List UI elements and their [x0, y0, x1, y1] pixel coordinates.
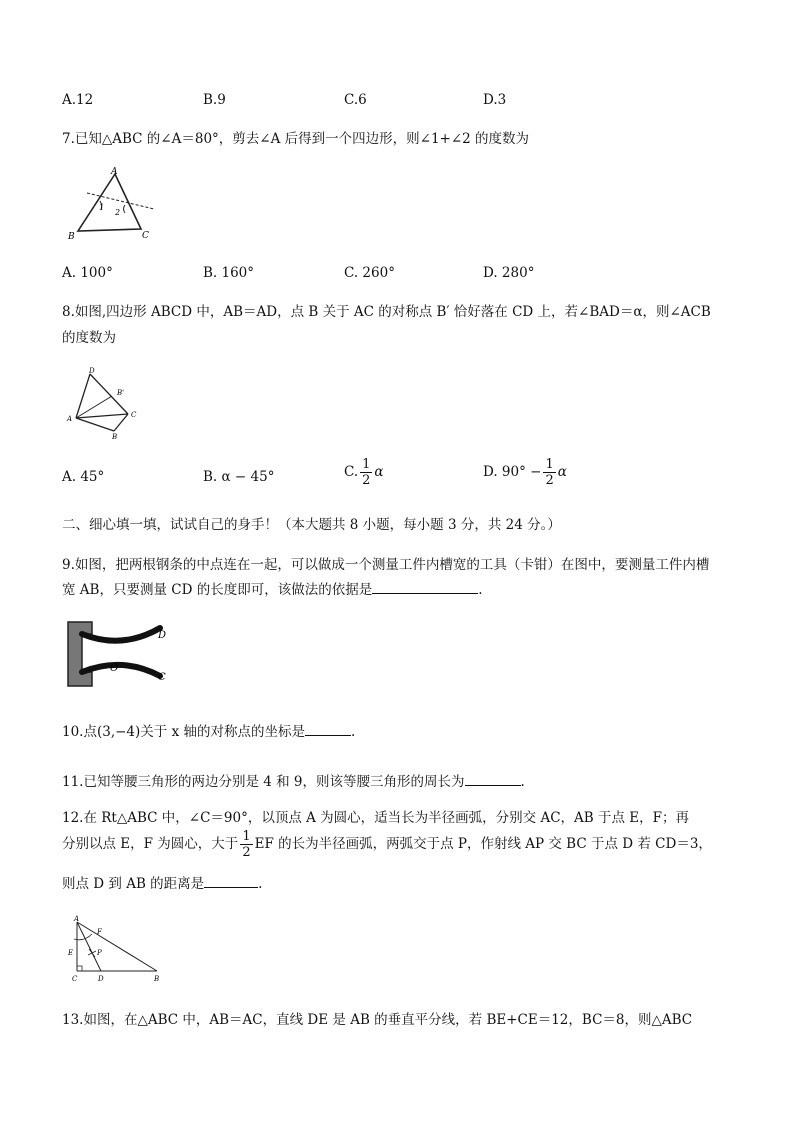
- q10-text: 10.点(3,−4)关于 x 轴的对称点的坐标是: [62, 724, 305, 740]
- q6-option-a[interactable]: A.12: [62, 92, 94, 108]
- q8-quadrilateral-figure: [62, 364, 152, 444]
- q8-label-b: B: [112, 433, 118, 441]
- q9-end: .: [478, 582, 483, 598]
- q6-option-c[interactable]: C.6: [344, 92, 367, 108]
- q9-label-o: O: [110, 663, 119, 674]
- q12-frac-den: 2: [242, 845, 251, 860]
- q8-label-d: D: [89, 367, 95, 375]
- q8-option-a[interactable]: A. 45°: [62, 469, 105, 485]
- q9-line2-text: 宽 AB，只要测量 CD 的长度即可，该做法的依据是: [62, 582, 373, 598]
- q6-option-b[interactable]: B.9: [203, 92, 226, 108]
- q10-end: .: [350, 724, 356, 740]
- q11-text: 11.已知等腰三角形的两边分别是 4 和 9，则该等腰三角形的周长为: [62, 774, 465, 790]
- q8-option-d-den: 2: [545, 473, 554, 488]
- q7-label-a: A: [111, 167, 118, 177]
- q9-answer-blank[interactable]: [372, 592, 478, 594]
- q8-option-d-suffix: α: [557, 464, 567, 480]
- q12-fraction: [240, 830, 252, 859]
- q7-option-c[interactable]: C. 260°: [344, 265, 395, 281]
- q9-label-d: D: [158, 630, 167, 641]
- q12-line3: [62, 874, 262, 894]
- q8-option-d-fraction: [543, 458, 555, 487]
- q10-line: [62, 722, 355, 742]
- q12-label-f: F: [97, 928, 102, 936]
- q8-option-c-suffix: α: [374, 464, 384, 480]
- q9-line2: [62, 580, 483, 600]
- q9-label-c: C: [158, 672, 166, 683]
- q12-line2-a: 分别以点 E，F 为圆心，大于: [62, 836, 239, 852]
- q6-option-d[interactable]: D.3: [483, 92, 507, 108]
- q7-option-d[interactable]: D. 280°: [483, 265, 535, 281]
- q8-option-d-num: 1: [545, 457, 554, 472]
- q8-stem-line1: 8.如图,四边形 ABCD 中，AB＝AD，点 B 关于 AC 的对称点 B′ 恰好落在 CD 上，若∠BAD＝α，则∠ACB: [62, 304, 711, 320]
- q8-option-d-prefix: D. 90° −: [483, 464, 542, 480]
- q7-label-b: B: [68, 232, 75, 242]
- q12-line1: 12.在 Rt△ABC 中，∠C＝90°，以顶点 A 为圆心，适当长为半径画弧，分别交 AC，AB 于点 E，F；再: [62, 810, 690, 826]
- q12-line2: [62, 830, 712, 859]
- q8-option-c-num: 1: [362, 457, 371, 472]
- q8-option-d[interactable]: [483, 458, 567, 487]
- q7-label-2: 2: [115, 208, 121, 217]
- q12-label-p: P: [97, 949, 102, 957]
- q8-option-c-den: 2: [362, 473, 371, 488]
- q12-right-triangle-figure: [62, 912, 172, 992]
- q9-line1: 9.如图，把两根钢条的中点连在一起，可以做成一个测量工件内槽宽的工具（卡钳）在图中，要测量工件内槽: [62, 557, 710, 573]
- q8-label-c: C: [131, 411, 137, 419]
- q12-label-e: E: [68, 949, 74, 957]
- q10-answer-blank[interactable]: [305, 734, 351, 736]
- q8-label-bprime: B': [117, 389, 125, 397]
- q7-label-c: C: [142, 231, 149, 241]
- q13-line1: 13.如图，在△ABC 中，AB＝AC，直线 DE 是 AB 的垂直平分线，若 BE+CE＝12，BC＝8，则△ABC: [62, 1012, 693, 1028]
- q12-label-b: B: [154, 975, 160, 983]
- q7-stem: 7.已知△ABC 的∠A＝80°，剪去∠A 后得到一个四边形，则∠1+∠2 的度数为: [62, 131, 530, 147]
- q11-end: .: [520, 774, 525, 790]
- q11-answer-blank[interactable]: [465, 784, 521, 786]
- q12-label-c: C: [72, 975, 78, 983]
- q7-label-1: 1: [99, 203, 105, 212]
- q11-line: [62, 772, 525, 792]
- q12-answer-blank[interactable]: [204, 886, 258, 888]
- q8-label-a: A: [67, 415, 73, 423]
- q8-option-c[interactable]: [344, 458, 384, 487]
- q7-option-a[interactable]: A. 100°: [62, 265, 113, 281]
- q8-option-b[interactable]: B. α − 45°: [203, 469, 275, 485]
- q9-caliper-figure: [62, 616, 182, 691]
- q12-label-a: A: [74, 915, 80, 923]
- q8-option-c-prefix: C.: [344, 464, 359, 480]
- q7-options: [62, 262, 742, 286]
- q12-line2-b: EF 的长为半径画弧，两弧交于点 P，作射线 AP 交 BC 于点 D 若 CD＝3，: [254, 836, 712, 852]
- q12-label-d: D: [98, 975, 104, 983]
- q8-option-c-fraction: [360, 458, 372, 487]
- section-2-heading: 二、细心填一填，试试自己的身手！（本大题共 8 小题，每小题 3 分，共 24 分。）: [62, 517, 561, 533]
- q12-end: .: [258, 876, 263, 892]
- q7-option-b[interactable]: B. 160°: [203, 265, 255, 281]
- q6-options: [62, 89, 742, 113]
- q12-frac-num: 1: [242, 829, 251, 844]
- q12-line3-text: 则点 D 到 AB 的距离是: [62, 876, 205, 892]
- q8-options: [62, 457, 742, 502]
- q7-triangle-figure: [62, 165, 162, 245]
- q8-stem-line2: 的度数为: [62, 330, 116, 346]
